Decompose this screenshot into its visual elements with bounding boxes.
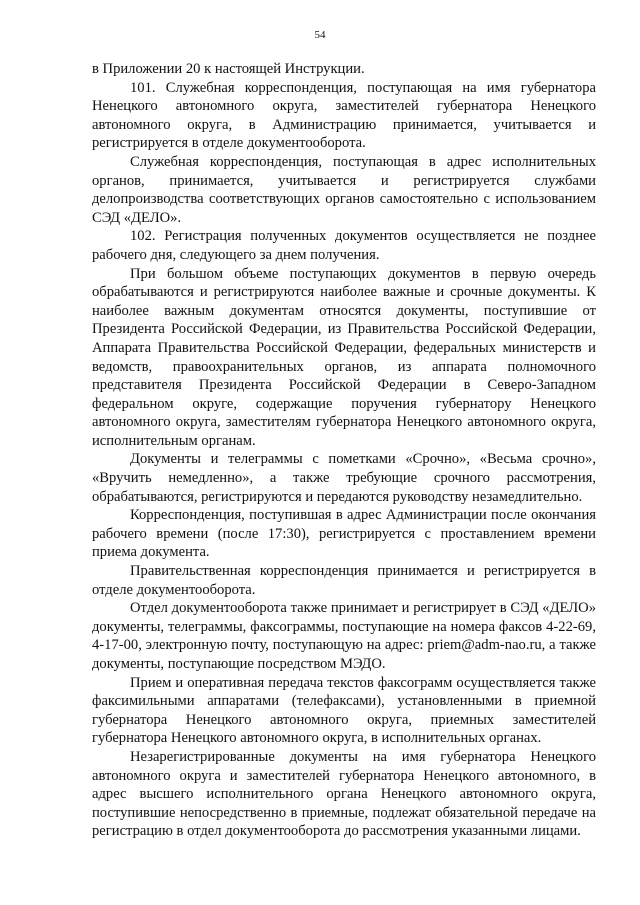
paragraph-government-correspondence: Правительственная корреспонденция принимается и регистрируется в отделе документооборота. — [92, 563, 596, 598]
paragraph-fax-email: Отдел документооборота также принимает и регистрирует в СЭД «ДЕЛО» документы, телеграммы, факсограммы, поступающие на номера факсов 4-22-69, 4-17-00, электронную почту, поступающую на адрес: priem@adm-nao.ru, а также документы, поступающие посредством МЭДО. — [92, 600, 596, 672]
paragraph-fax-reception: Прием и оперативная передача текстов факсограмм осуществляется также факсимильными аппаратами (телефаксами), установленными в приемной губернатора Ненецкого автономного округа, приемных заместителей губернатора Ненецкого автономного округа, в исполнительных органах. — [92, 674, 596, 747]
paragraph-priority-documents: При большом объеме поступающих документов в первую очередь обрабатываются и регистрируются наиболее важные и срочные документы. К наиболее важным документам относятся документы, поступившие от Президента Российской Федерации, из Правительства Российской Федерации, Аппарата Правительства Российской Федерации, федеральных министерств и ведомств, правоохранительных органов, из аппарата полномочного представителя Президента Российской Федерации в Северо-Западном федеральном округе, содержащие поручения губернатору Ненецкого автономного округа, заместителям губернатора Ненецкого автономного округа, исполнительным органам. — [92, 265, 596, 449]
paragraph-unregistered-documents: Незарегистрированные документы на имя губернатора Ненецкого автономного округа и заместителей губернатора Ненецкого автономного, в адрес высшего исполнительного органа Ненецкого автономного округа, поступившие непосредственно в приемные, подлежат обязательной передаче на регистрацию в отдел документооборота до рассмотрения указанными лицами. — [92, 748, 596, 840]
document-body — [92, 60, 596, 841]
paragraph-102: 102. Регистрация полученных документов осуществляется не позднее рабочего дня, следующего за днем получения. — [92, 228, 596, 263]
paragraph-after-hours: Корреспонденция, поступившая в адрес Администрации после окончания рабочего времени (после 17:30), регистрируется с проставлением времени приема документа. — [92, 507, 596, 561]
paragraph-executive-bodies-correspondence: Служебная корреспонденция, поступающая в адрес исполнительных органов, принимается, учитывается и регистрируется службами делопроизводства соответствующих органов самостоятельно с использованием СЭД «ДЕЛО». — [92, 153, 596, 226]
paragraph-101: 101. Служебная корреспонденция, поступающая на имя губернатора Ненецкого автономного округа, заместителей губернатора Ненецкого автономного округа, в Администрацию принимается, учитывается и регистрируется в отделе документооборота. — [92, 79, 596, 152]
page-number: 54 — [314, 29, 326, 41]
paragraph-urgent-telegrams: Документы и телеграммы с пометками «Срочно», «Весьма срочно», «Вручить немедленно», а также требующие срочного рассмотрения, обрабатываются, регистрируются и передаются руководству незамедлительно. — [92, 451, 596, 505]
paragraph-appendix-reference: в Приложении 20 к настоящей Инструкции. — [92, 61, 365, 77]
